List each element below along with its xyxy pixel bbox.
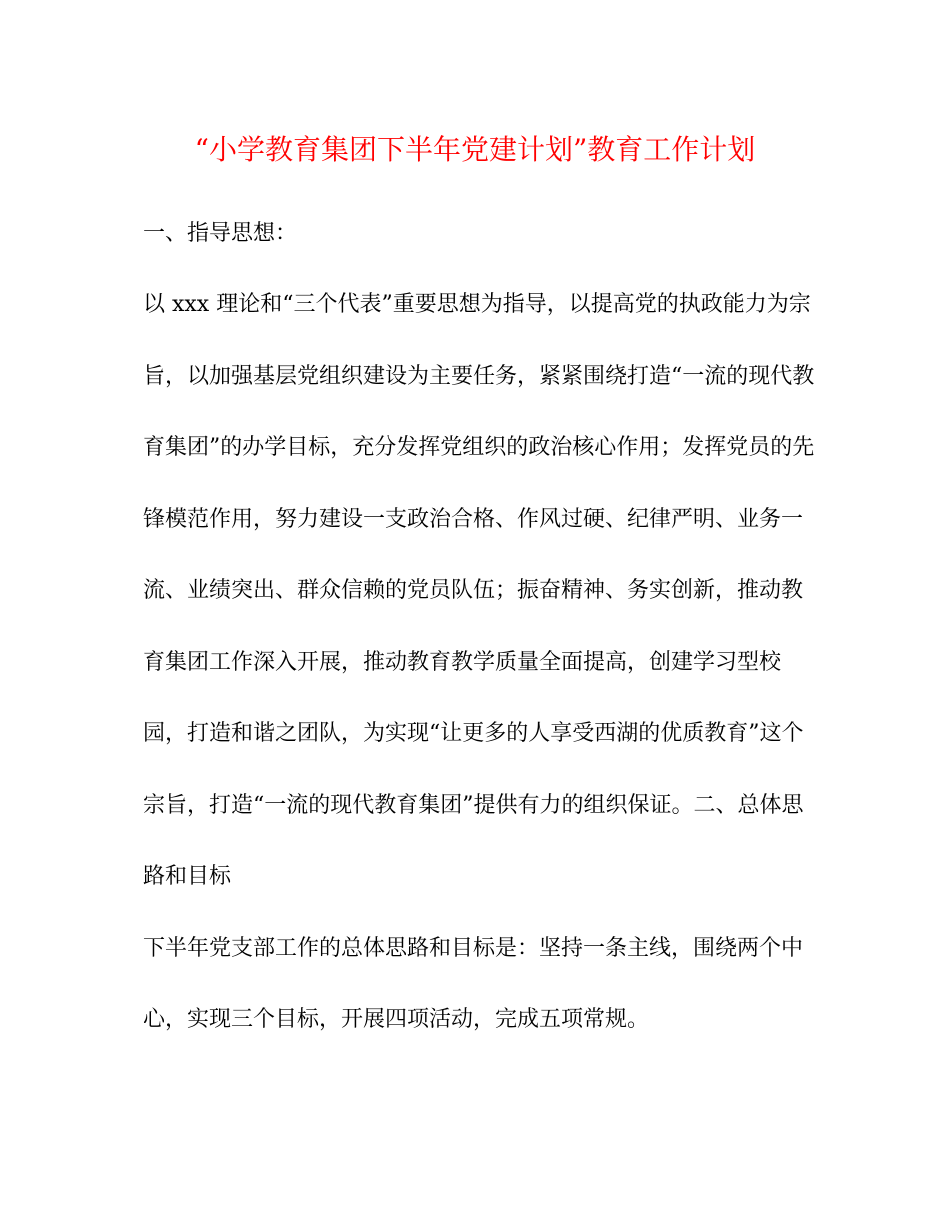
paragraph-line: 锋模范作用，努力建设一支政治合格、作风过硬、纪律严明、业务一 bbox=[143, 507, 804, 532]
paragraph-line: 以 xxx 理论和“三个代表”重要思想为指导，以提高党的执政能力为宗 bbox=[143, 292, 811, 317]
paragraph-line: 旨，以加强基层党组织建设为主要任务，紧紧围绕打造“一流的现代教 bbox=[143, 364, 815, 389]
paragraph-line: 宗旨，打造“一流的现代教育集团”提供有力的组织保证。二、总体思 bbox=[143, 793, 804, 818]
section-heading-guiding-ideology: 一、指导思想： bbox=[143, 221, 298, 246]
paragraph-line: 下半年党支部工作的总体思路和目标是：坚持一条主线，围绕两个中 bbox=[143, 936, 804, 961]
paragraph-line: 园，打造和谐之团队，为实现“让更多的人享受西湖的优质教育”这个 bbox=[143, 721, 804, 746]
paragraph-line: 路和目标 bbox=[143, 864, 232, 889]
paragraph-line: 育集团”的办学目标，充分发挥党组织的政治核心作用；发挥党员的先 bbox=[143, 435, 815, 460]
paragraph-line: 心，实现三个目标，开展四项活动，完成五项常规。 bbox=[143, 1007, 650, 1032]
paragraph-line: 育集团工作深入开展，推动教育教学质量全面提高，创建学习型校 bbox=[143, 650, 782, 675]
document-title: “小学教育集团下半年党建计划”教育工作计划 bbox=[194, 133, 756, 166]
paragraph-line: 流、业绩突出、群众信赖的党员队伍；振奋精神、务实创新，推动教 bbox=[143, 578, 804, 603]
